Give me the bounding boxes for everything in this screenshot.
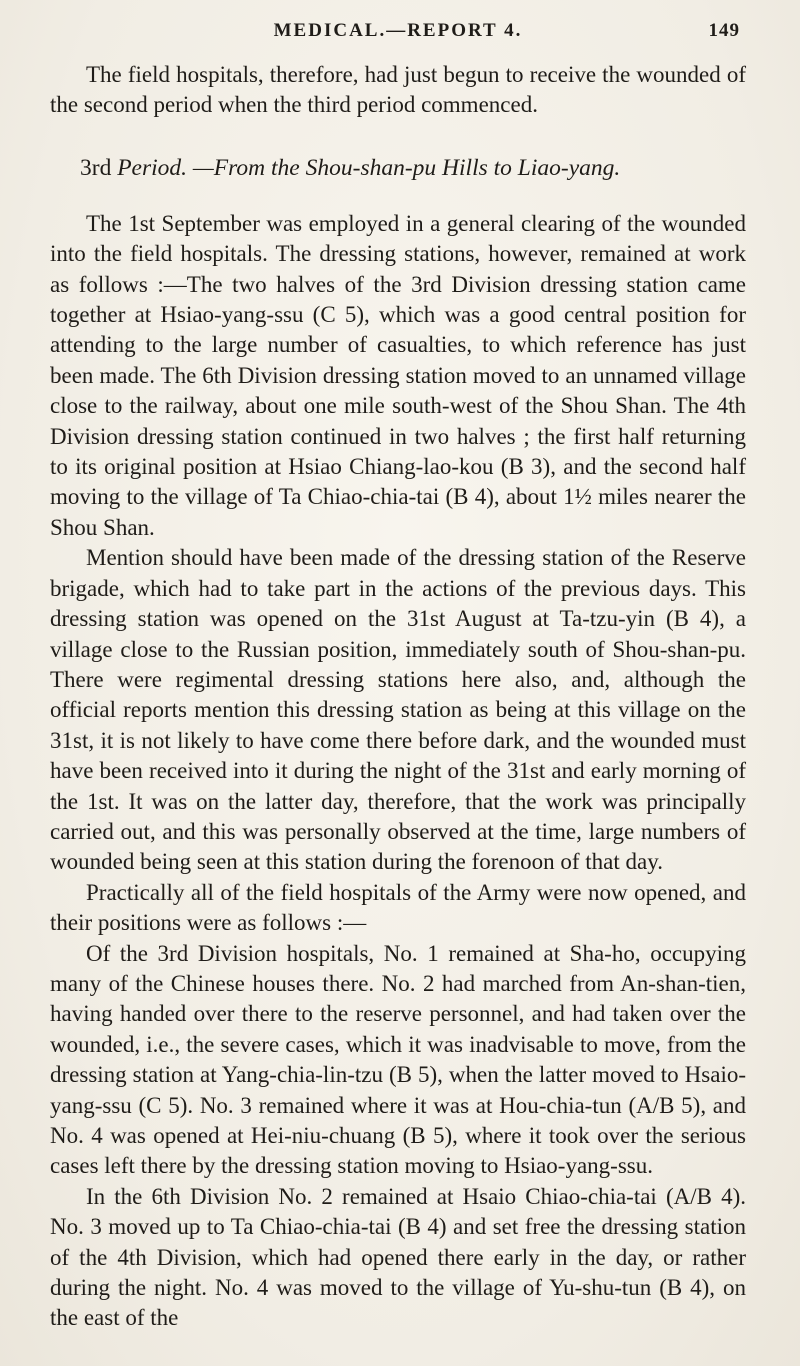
running-head-title: MEDICAL.—REPORT 4. [273,20,523,41]
section-heading [50,153,746,183]
paragraph-intro: The field hospitals, therefore, had just begun to receive the wounded of the second period when the third period commenced. [50,62,746,118]
paragraph-4: Of the 3rd Division hospitals, No. 1 remained at Sha-ho, occupying many of the Chinese houses there. No. 2 had marched from An-shan-tien, having handed over there to the reserve personnel, and had taken over the wounded, i.e., the severe cases, which it was inadvisable to move, from the dressing station at Yang-chia-lin-tzu (B 5), when the latter moved to Hsaio-yang-ssu (C 5). No. 3 remained where it was at Hou-chia-tun (A/B 5), and No. 4 was opened at Hei-niu-chuang (B 5), where it took over the serious cases left there by the dressing station moving to Hsiao-yang-ssu. [50,940,746,1179]
running-head [50,12,746,52]
paragraph-3: Practically all of the field hospitals of the Army were now opened, and their positions were as follows :— [50,879,746,936]
section-heading-title: Period. —From the Shou-shan-pu Hills to Liao-yang. [117,154,621,181]
paragraph-2: Mention should have been made of the dressing station of the Reserve brigade, which had to take part in the actions of the previous days. This dressing station was opened on the 31st August at Ta-tzu-yin (B 4), a village close to the Russian position, immediately south of Shou-shan-pu. There were regimental dressing stations here also, and, although the official reports mention this dressing station as being at this village on the 31st, it is not likely to have come there before dark, and the wounded must have been received into it during the night of the 31st and early morning of the 1st. It was on the latter day, therefore, that the work was principally carried out, and this was personally observed at the time, large numbers of wounded being seen at this station during the forenoon of that day. [50,545,746,875]
section-heading-number: 3rd [80,154,112,181]
paragraph-5: In the 6th Division No. 2 remained at Hsaio Chiao-chia-tai (A/B 4). No. 3 moved up to Ta Chiao-chia-tai (B 4) and set free the dressing station of the 4th Division, which had opened there early in the day, or rather during the night. No. 4 was moved to the village of Yu-shu-tun (B 4), on the east of the [50,1183,746,1331]
paragraph-1: The 1st September was employed in a general clearing of the wounded into the field hospitals. The dressing stations, however, remained at work as follows :—The two halves of the 3rd Division dressing station came together at Hsiao-yang-ssu (C 5), which was a good central position for attending to the large number of casualties, to which reference has just been made. The 6th Division dressing station moved to an unnamed village close to the railway, about one mile south-west of the Shou Shan. The 4th Division dressing station continued in two halves ; the first half returning to its original position at Hsiao Chiang-lao-kou (B 3), and the second half moving to the village of Ta Chiao-chia-tai (B 4), about 1½ miles nearer the Shou Shan. [50,210,746,540]
page-number: 149 [708,20,740,41]
